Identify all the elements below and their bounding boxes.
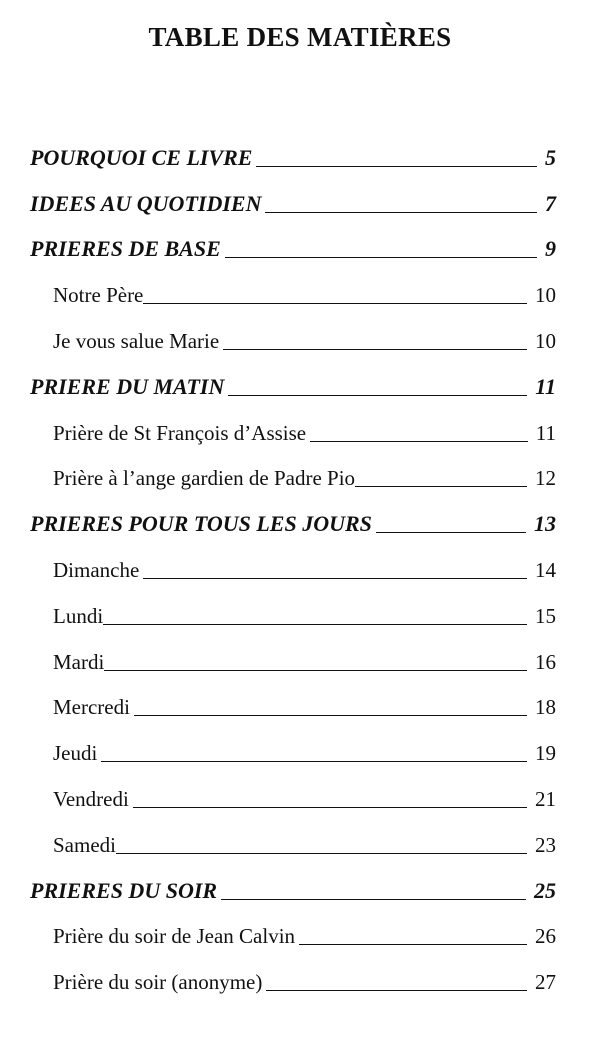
toc-section-je-vous-salue-marie[interactable] bbox=[30, 314, 556, 360]
toc-chapter-pourquoi-ce-livre[interactable] bbox=[30, 131, 556, 177]
toc-entry-label: Je vous salue Marie bbox=[53, 328, 220, 353]
toc-entry-label: Prière de St François d’Assise bbox=[53, 420, 307, 445]
dot-leader bbox=[266, 990, 527, 991]
toc-page-number: 11 bbox=[535, 420, 556, 445]
toc-entry-label: Jeudi bbox=[53, 741, 98, 766]
dot-leader bbox=[116, 853, 527, 854]
toc-chapter-prieres-tous-les-jours[interactable] bbox=[30, 497, 556, 543]
toc-entry-label: Notre Père bbox=[53, 283, 144, 308]
toc-section-priere-st-francois[interactable] bbox=[30, 406, 556, 452]
toc-page-number: 10 bbox=[535, 283, 556, 308]
table-of-contents bbox=[30, 131, 556, 1001]
toc-page-number: 16 bbox=[535, 649, 556, 674]
toc-page-number: 23 bbox=[535, 832, 556, 857]
toc-section-mardi[interactable] bbox=[30, 635, 556, 681]
toc-page-number: 10 bbox=[535, 328, 556, 353]
toc-page-number: 14 bbox=[535, 557, 556, 582]
toc-section-priere-soir-anonyme[interactable] bbox=[30, 955, 556, 1001]
dot-leader bbox=[310, 441, 528, 442]
dot-leader bbox=[101, 761, 527, 762]
toc-page-number: 9 bbox=[545, 236, 556, 262]
toc-chapter-idees-au-quotidien[interactable] bbox=[30, 177, 556, 223]
toc-chapter-prieres-du-soir[interactable] bbox=[30, 864, 556, 910]
toc-page-number: 15 bbox=[535, 603, 556, 628]
dot-leader bbox=[223, 349, 527, 350]
dot-leader bbox=[134, 715, 527, 716]
toc-chapter-prieres-de-base[interactable] bbox=[30, 223, 556, 269]
toc-entry-label: PRIERES POUR TOUS LES JOURS bbox=[30, 511, 372, 537]
toc-section-samedi[interactable] bbox=[30, 818, 556, 864]
dot-leader bbox=[225, 257, 537, 258]
toc-page-number: 26 bbox=[535, 924, 556, 949]
toc-entry-label: POURQUOI CE LIVRE bbox=[30, 144, 253, 170]
toc-entry-label: Mardi bbox=[53, 649, 105, 674]
toc-entry-label: PRIERES DE BASE bbox=[30, 236, 221, 262]
toc-entry-label: IDEES AU QUOTIDIEN bbox=[30, 190, 262, 216]
toc-page-number: 27 bbox=[535, 970, 556, 995]
toc-section-vendredi[interactable] bbox=[30, 772, 556, 818]
toc-page-number: 21 bbox=[535, 786, 556, 811]
toc-page-number: 18 bbox=[535, 695, 556, 720]
page-title: TABLE DES MATIÈRES bbox=[148, 22, 452, 52]
toc-chapter-priere-du-matin[interactable] bbox=[30, 360, 556, 406]
toc-entry-label: Prière du soir (anonyme) bbox=[53, 970, 263, 995]
toc-page-number: 11 bbox=[535, 373, 556, 399]
toc-section-priere-ange-gardien[interactable] bbox=[30, 452, 556, 498]
dot-leader bbox=[103, 624, 527, 625]
toc-section-dimanche[interactable] bbox=[30, 543, 556, 589]
toc-section-jeudi[interactable] bbox=[30, 726, 556, 772]
toc-entry-label: Dimanche bbox=[53, 557, 140, 582]
toc-page-number: 19 bbox=[535, 741, 556, 766]
dot-leader bbox=[376, 532, 526, 533]
toc-entry-label: Prière à l’ange gardien de Padre Pio bbox=[53, 466, 356, 491]
toc-section-mercredi[interactable] bbox=[30, 681, 556, 727]
toc-entry-label: PRIERES DU SOIR bbox=[30, 877, 218, 903]
toc-entry-label: PRIERE DU MATIN bbox=[30, 373, 225, 399]
dot-leader bbox=[133, 807, 527, 808]
toc-page-number: 12 bbox=[535, 466, 556, 491]
toc-page-number: 7 bbox=[545, 190, 556, 216]
toc-section-priere-soir-jean-calvin[interactable] bbox=[30, 910, 556, 956]
toc-page-number: 25 bbox=[534, 877, 556, 903]
dot-leader bbox=[143, 578, 527, 579]
toc-section-lundi[interactable] bbox=[30, 589, 556, 635]
dot-leader bbox=[299, 944, 527, 945]
toc-page-number: 13 bbox=[534, 511, 556, 537]
dot-leader bbox=[221, 899, 526, 900]
toc-section-notre-pere[interactable] bbox=[30, 268, 556, 314]
dot-leader bbox=[143, 303, 527, 304]
dot-leader bbox=[265, 212, 537, 213]
toc-entry-label: Lundi bbox=[53, 603, 104, 628]
toc-entry-label: Mercredi bbox=[53, 695, 130, 720]
dot-leader bbox=[104, 670, 527, 671]
toc-entry-label: Vendredi bbox=[53, 786, 129, 811]
dot-leader bbox=[228, 395, 527, 396]
toc-page-number: 5 bbox=[545, 144, 556, 170]
toc-entry-label: Prière du soir de Jean Calvin bbox=[53, 924, 296, 949]
dot-leader bbox=[256, 166, 537, 167]
toc-entry-label: Samedi bbox=[53, 832, 116, 857]
dot-leader bbox=[355, 486, 527, 487]
